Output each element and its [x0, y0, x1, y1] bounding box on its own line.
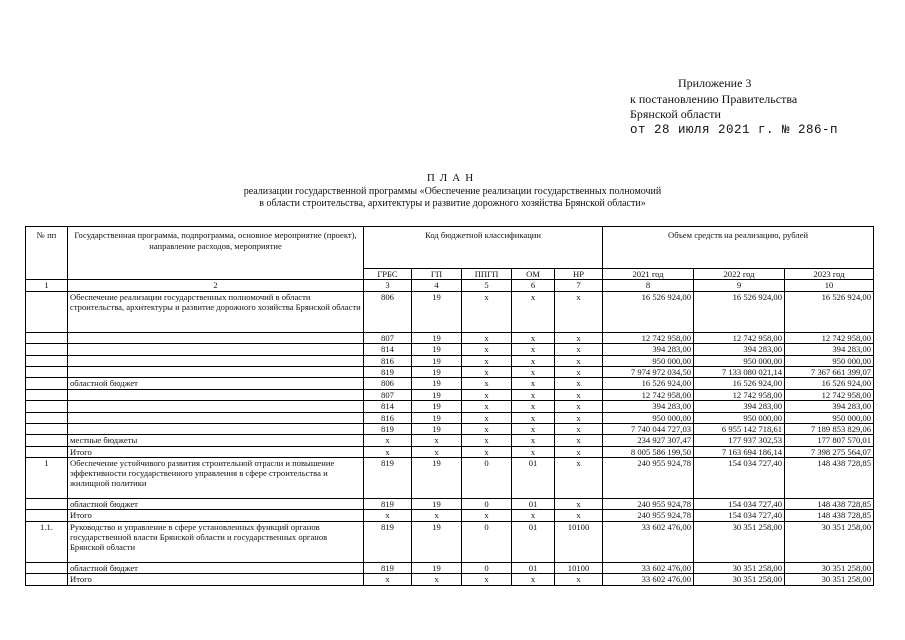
cell-nr: 10100	[555, 521, 603, 562]
cell-om: х	[512, 401, 555, 412]
cell-om: 01	[512, 521, 555, 562]
cell-amount-2022: 30 351 258,00	[694, 562, 785, 573]
cell-gp: 19	[412, 291, 462, 332]
cell-om: х	[512, 291, 555, 332]
row-name: областной бюджет	[68, 562, 364, 573]
row-name	[68, 389, 364, 400]
row-name	[68, 355, 364, 366]
table-header-row	[26, 227, 874, 269]
cell-gp: 19	[412, 458, 462, 499]
cell-amount-2021: 950 000,00	[603, 412, 694, 423]
row-name	[68, 344, 364, 355]
table-row	[26, 389, 874, 400]
cell-amount-2023: 950 000,00	[785, 355, 874, 366]
approval-line-decree: к постановлению Правительства	[630, 91, 798, 106]
cell-grbs: 819	[364, 458, 412, 499]
cell-gp: 19	[412, 423, 462, 434]
row-name: Итого	[68, 574, 364, 585]
cell-nr: х	[555, 332, 603, 343]
cell-nr: х	[555, 435, 603, 446]
cell-grbs: 819	[364, 499, 412, 510]
table-row	[26, 355, 874, 366]
header-year-2023: 2023 год	[785, 269, 874, 280]
cell-amount-2022: 950 000,00	[694, 355, 785, 366]
row-name: областной бюджет	[68, 378, 364, 389]
cell-gp: 19	[412, 499, 462, 510]
cell-amount-2023: 12 742 958,00	[785, 389, 874, 400]
approval-stamp	[630, 76, 838, 138]
cell-grbs: х	[364, 510, 412, 521]
cell-gp: 19	[412, 378, 462, 389]
cell-nr: 10100	[555, 562, 603, 573]
cell-amount-2023: 148 438 728,85	[785, 458, 874, 499]
cell-amount-2022: 154 034 727,40	[694, 499, 785, 510]
cell-ppgp: х	[462, 378, 512, 389]
row-name: Руководство и управление в сфере установленных функций органов государственной власти Брянской области и государственных органов Брянской области	[68, 521, 364, 562]
cell-amount-2022: 394 283,00	[694, 344, 785, 355]
row-number	[26, 355, 68, 366]
row-name	[68, 401, 364, 412]
cell-amount-2023: 7 398 275 564,07	[785, 446, 874, 457]
cell-ppgp: х	[462, 412, 512, 423]
table-row	[26, 510, 874, 521]
cell-amount-2023: 7 189 853 829,06	[785, 423, 874, 434]
header-year-2021: 2021 год	[603, 269, 694, 280]
cell-amount-2022: 7 133 080 021,14	[694, 366, 785, 377]
cell-nr: х	[555, 423, 603, 434]
row-name: областной бюджет	[68, 499, 364, 510]
cell-gp: 19	[412, 401, 462, 412]
cell-grbs: 819	[364, 521, 412, 562]
row-number	[26, 344, 68, 355]
cell-amount-2021: 33 602 476,00	[603, 562, 694, 573]
header-ppgp: ППГП	[462, 269, 512, 280]
cell-amount-2023: 148 438 728,85	[785, 510, 874, 521]
cell-grbs: 819	[364, 423, 412, 434]
cell-amount-2023: 12 742 958,00	[785, 332, 874, 343]
cell-om: х	[512, 423, 555, 434]
cell-nr: х	[555, 378, 603, 389]
row-name: Итого	[68, 510, 364, 521]
cell-amount-2021: 7 974 972 034,50	[603, 366, 694, 377]
table-row	[26, 412, 874, 423]
title-heading: ПЛАН	[426, 172, 479, 184]
cell-amount-2023: 30 351 258,00	[785, 574, 874, 585]
cell-ppgp: 0	[462, 521, 512, 562]
cell-amount-2023: 177 807 570,01	[785, 435, 874, 446]
row-number	[26, 366, 68, 377]
cell-nr: х	[555, 458, 603, 499]
cell-amount-2022: 30 351 258,00	[694, 521, 785, 562]
cell-ppgp: х	[462, 332, 512, 343]
cell-grbs: 819	[364, 366, 412, 377]
cell-amount-2021: 12 742 958,00	[603, 389, 694, 400]
cell-amount-2023: 16 526 924,00	[785, 378, 874, 389]
row-number	[26, 401, 68, 412]
table-row	[26, 435, 874, 446]
header-code: Код бюджетной классификации	[364, 227, 603, 269]
approval-line-region: Брянской области	[630, 107, 721, 121]
column-number-row	[26, 280, 874, 291]
row-number: 1.1.	[26, 521, 68, 562]
cell-amount-2021: 7 740 044 727,03	[603, 423, 694, 434]
cell-amount-2021: 394 283,00	[603, 344, 694, 355]
cell-ppgp: х	[462, 446, 512, 457]
cell-amount-2023: 30 351 258,00	[785, 562, 874, 573]
cell-gp: 19	[412, 562, 462, 573]
column-number: 1	[26, 280, 68, 291]
cell-amount-2021: 240 955 924,78	[603, 458, 694, 499]
cell-amount-2022: 154 034 727,40	[694, 458, 785, 499]
budget-plan-table	[25, 226, 874, 586]
table-row	[26, 366, 874, 377]
cell-amount-2023: 148 438 728,85	[785, 499, 874, 510]
cell-gp: 19	[412, 389, 462, 400]
cell-nr: х	[555, 401, 603, 412]
row-number	[26, 389, 68, 400]
row-number	[26, 378, 68, 389]
cell-grbs: 816	[364, 355, 412, 366]
cell-ppgp: 0	[462, 499, 512, 510]
cell-nr: х	[555, 499, 603, 510]
cell-nr: х	[555, 574, 603, 585]
cell-om: х	[512, 332, 555, 343]
cell-ppgp: х	[462, 401, 512, 412]
cell-ppgp: х	[462, 291, 512, 332]
cell-om: х	[512, 378, 555, 389]
cell-gp: х	[412, 435, 462, 446]
cell-grbs: 814	[364, 401, 412, 412]
row-number	[26, 446, 68, 457]
cell-gp: 19	[412, 412, 462, 423]
cell-amount-2021: 234 927 307,47	[603, 435, 694, 446]
row-name: местные бюджеты	[68, 435, 364, 446]
cell-amount-2022: 12 742 958,00	[694, 332, 785, 343]
cell-amount-2023: 394 283,00	[785, 401, 874, 412]
table-row	[26, 332, 874, 343]
column-number: 9	[694, 280, 785, 291]
header-grbs: ГРБС	[364, 269, 412, 280]
column-number: 8	[603, 280, 694, 291]
row-number	[26, 574, 68, 585]
column-number: 3	[364, 280, 412, 291]
header-year-2022: 2022 год	[694, 269, 785, 280]
cell-ppgp: х	[462, 366, 512, 377]
cell-amount-2021: 33 602 476,00	[603, 521, 694, 562]
table-row	[26, 499, 874, 510]
cell-amount-2021: 8 005 586 199,50	[603, 446, 694, 457]
cell-amount-2021: 12 742 958,00	[603, 332, 694, 343]
cell-amount-2023: 16 526 924,00	[785, 291, 874, 332]
cell-om: х	[512, 446, 555, 457]
cell-amount-2022: 6 955 142 718,61	[694, 423, 785, 434]
row-number	[26, 291, 68, 332]
cell-amount-2022: 16 526 924,00	[694, 291, 785, 332]
cell-amount-2021: 950 000,00	[603, 355, 694, 366]
table-row	[26, 344, 874, 355]
row-name	[68, 366, 364, 377]
cell-amount-2022: 950 000,00	[694, 412, 785, 423]
column-number: 6	[512, 280, 555, 291]
cell-ppgp: х	[462, 574, 512, 585]
cell-nr: х	[555, 366, 603, 377]
cell-amount-2022: 12 742 958,00	[694, 389, 785, 400]
cell-gp: 19	[412, 355, 462, 366]
approval-line-appendix: Приложение 3	[678, 76, 752, 90]
approval-line-date: от 28 июля 2021 г. № 286-п	[630, 122, 839, 137]
cell-gp: х	[412, 446, 462, 457]
column-number: 2	[68, 280, 364, 291]
cell-om: х	[512, 355, 555, 366]
header-nr: НР	[555, 269, 603, 280]
column-number: 4	[412, 280, 462, 291]
cell-nr: х	[555, 344, 603, 355]
row-name	[68, 423, 364, 434]
row-name	[68, 412, 364, 423]
cell-om: 01	[512, 458, 555, 499]
row-name: Обеспечение устойчивого развития строительной отрасли и повышение эффективности государственного управления в сфере строительства и жилищной политики	[68, 458, 364, 499]
cell-ppgp: х	[462, 510, 512, 521]
cell-om: х	[512, 510, 555, 521]
cell-amount-2022: 30 351 258,00	[694, 574, 785, 585]
cell-gp: х	[412, 574, 462, 585]
cell-grbs: 816	[364, 412, 412, 423]
cell-om: х	[512, 574, 555, 585]
table-row	[26, 562, 874, 573]
row-name: Итого	[68, 446, 364, 457]
table-row	[26, 574, 874, 585]
row-name	[68, 332, 364, 343]
cell-nr: х	[555, 291, 603, 332]
cell-om: х	[512, 412, 555, 423]
cell-ppgp: х	[462, 355, 512, 366]
cell-amount-2023: 950 000,00	[785, 412, 874, 423]
cell-amount-2021: 33 602 476,00	[603, 574, 694, 585]
cell-nr: х	[555, 412, 603, 423]
table-row	[26, 521, 874, 562]
row-number: 1	[26, 458, 68, 499]
table-row	[26, 401, 874, 412]
cell-amount-2022: 177 937 302,53	[694, 435, 785, 446]
cell-grbs: 806	[364, 291, 412, 332]
cell-om: х	[512, 366, 555, 377]
row-number	[26, 435, 68, 446]
header-num: № пп	[26, 227, 68, 280]
row-number	[26, 562, 68, 573]
cell-ppgp: х	[462, 344, 512, 355]
cell-grbs: 819	[364, 562, 412, 573]
cell-ppgp: х	[462, 423, 512, 434]
cell-om: х	[512, 435, 555, 446]
cell-grbs: 807	[364, 332, 412, 343]
cell-om: 01	[512, 499, 555, 510]
cell-grbs: х	[364, 446, 412, 457]
table-row	[26, 291, 874, 332]
row-number	[26, 510, 68, 521]
cell-grbs: х	[364, 435, 412, 446]
cell-gp: 19	[412, 366, 462, 377]
cell-gp: 19	[412, 332, 462, 343]
header-name: Государственная программа, подпрограмма, основное мероприятие (проект), направление расходов, мероприятие	[68, 227, 364, 280]
cell-gp: 19	[412, 344, 462, 355]
title-line-2: в области строительства, архитектуры и развитие дорожного хозяйства Брянской области»	[259, 198, 646, 209]
row-number	[26, 423, 68, 434]
header-om: ОМ	[512, 269, 555, 280]
header-gp: ГП	[412, 269, 462, 280]
cell-grbs: 807	[364, 389, 412, 400]
row-name: Обеспечение реализации государственных полномочий в области строительства, архитектуры и развитие дорожного хозяйства Брянской области	[68, 291, 364, 332]
cell-amount-2021: 16 526 924,00	[603, 291, 694, 332]
table-body	[26, 227, 874, 586]
header-volume: Объем средств на реализацию, рублей	[603, 227, 874, 269]
document-title	[0, 172, 905, 210]
cell-grbs: 814	[364, 344, 412, 355]
cell-amount-2023: 7 367 661 399,07	[785, 366, 874, 377]
cell-gp: х	[412, 510, 462, 521]
cell-om: х	[512, 344, 555, 355]
cell-amount-2022: 394 283,00	[694, 401, 785, 412]
cell-gp: 19	[412, 521, 462, 562]
cell-nr: х	[555, 389, 603, 400]
cell-ppgp: 0	[462, 458, 512, 499]
row-number	[26, 412, 68, 423]
cell-ppgp: 0	[462, 562, 512, 573]
title-line-1: реализации государственной программы «Обеспечение реализации государственных полномочий	[243, 186, 662, 197]
cell-amount-2022: 16 526 924,00	[694, 378, 785, 389]
cell-amount-2023: 30 351 258,00	[785, 521, 874, 562]
cell-amount-2023: 394 283,00	[785, 344, 874, 355]
table-row	[26, 458, 874, 499]
column-number: 7	[555, 280, 603, 291]
row-number	[26, 499, 68, 510]
cell-nr: х	[555, 446, 603, 457]
cell-ppgp: х	[462, 389, 512, 400]
cell-amount-2022: 154 034 727,40	[694, 510, 785, 521]
cell-om: 01	[512, 562, 555, 573]
cell-amount-2021: 394 283,00	[603, 401, 694, 412]
cell-amount-2022: 7 163 694 186,14	[694, 446, 785, 457]
cell-grbs: 806	[364, 378, 412, 389]
cell-nr: х	[555, 510, 603, 521]
cell-amount-2021: 240 955 924,78	[603, 510, 694, 521]
row-number	[26, 332, 68, 343]
cell-nr: х	[555, 355, 603, 366]
table-row	[26, 378, 874, 389]
cell-amount-2021: 16 526 924,00	[603, 378, 694, 389]
cell-grbs: х	[364, 574, 412, 585]
column-number: 5	[462, 280, 512, 291]
cell-om: х	[512, 389, 555, 400]
table-row	[26, 446, 874, 457]
cell-amount-2021: 240 955 924,78	[603, 499, 694, 510]
cell-ppgp: х	[462, 435, 512, 446]
table-row	[26, 423, 874, 434]
column-number: 10	[785, 280, 874, 291]
